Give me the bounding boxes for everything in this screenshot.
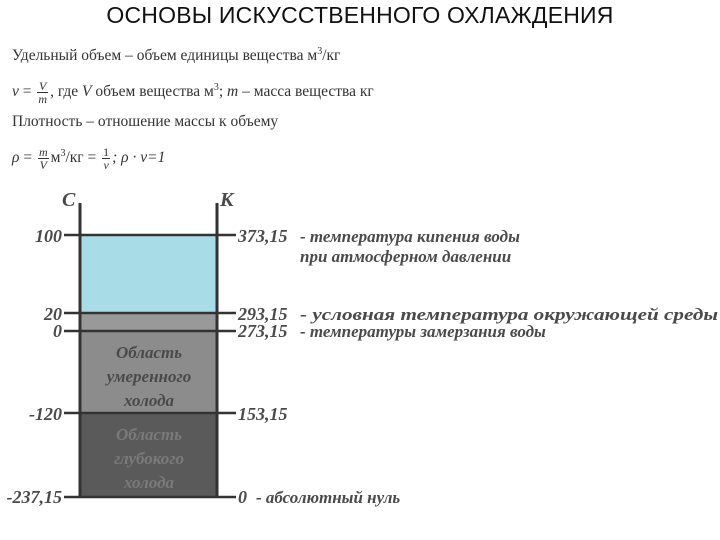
celsius-axis-label: С: [62, 189, 76, 211]
desc-boiling: - температура кипения воды: [300, 227, 520, 246]
cubic-exponent: 3: [60, 147, 66, 159]
formula-mass-text: – масса вещества кг: [238, 83, 374, 101]
formula-V-symbol: V: [82, 83, 92, 101]
cubic-exponent: 3: [317, 46, 323, 57]
desc-freezing: - температуры замерзания воды: [300, 322, 546, 341]
density-unit-tail: /кг =: [65, 149, 101, 167]
formula-rho-symbol: ρ: [12, 149, 20, 167]
density-identity: ; ρ · v=1: [112, 149, 166, 167]
fraction-denominator: V: [39, 158, 47, 172]
formula-separator: ;: [218, 83, 228, 101]
fraction-numerator: m: [38, 145, 48, 159]
celsius-label-minus120: -120: [29, 404, 62, 424]
celsius-label-freezing: 0: [53, 321, 62, 341]
slide-title: ОСНОВЫ ИСКУССТВЕННОГО ОХЛАЖДЕНИЯ: [106, 2, 614, 28]
formula-v-symbol: v: [12, 83, 19, 101]
fraction-denominator: m: [38, 92, 48, 106]
kelvin-label-boiling: 373,15: [238, 226, 288, 246]
zone-moderate-line3: холода: [123, 391, 175, 410]
formula-equals: =: [19, 149, 36, 167]
fraction-numerator: 1: [103, 145, 110, 159]
zone-deep-line1: Область: [115, 425, 183, 444]
kelvin-label-ambient: 293,15: [238, 304, 288, 324]
formula-m-symbol: m: [227, 83, 239, 101]
celsius-label-absolute-zero: -237,15: [6, 487, 62, 507]
density-unit: м: [50, 149, 61, 167]
kelvin-label-minus120: 153,15: [238, 404, 288, 424]
celsius-label-boiling: 100: [35, 226, 62, 246]
boiling-zone: [80, 235, 217, 313]
formula-equals: =: [18, 83, 36, 101]
celsius-label-ambient: 20: [44, 304, 62, 324]
zone-deep-line2: глубокого: [113, 449, 185, 468]
fraction-numerator: V: [39, 79, 47, 93]
zone-deep-line3: холода: [123, 473, 175, 492]
ambient-zone: [80, 313, 217, 331]
kelvin-label-absolute-zero: 0: [238, 487, 247, 507]
desc-absolute-zero: - абсолютный нуль: [256, 488, 401, 507]
specific-volume-unit: /кг: [322, 47, 341, 65]
cubic-exponent: 3: [213, 81, 219, 93]
zone-moderate-line1: Область: [115, 343, 183, 362]
kelvin-axis-label: К: [220, 189, 234, 211]
desc-ambient: - условная температура окружающей среды: [300, 305, 719, 324]
formula-volume-text: объем вещества м: [91, 83, 214, 101]
density-definition: Плотность – отношение массы к объему: [12, 113, 279, 130]
kelvin-label-freezing: 273,15: [238, 321, 288, 341]
zone-moderate-line2: умеренного: [106, 367, 192, 386]
formula-where-text: , где: [50, 83, 83, 101]
desc-boiling-pressure: при атмосферном давлении: [300, 247, 512, 266]
specific-volume-text: Удельный объем – объем единицы вещества м: [12, 47, 318, 65]
fraction-denominator: v: [103, 158, 109, 172]
